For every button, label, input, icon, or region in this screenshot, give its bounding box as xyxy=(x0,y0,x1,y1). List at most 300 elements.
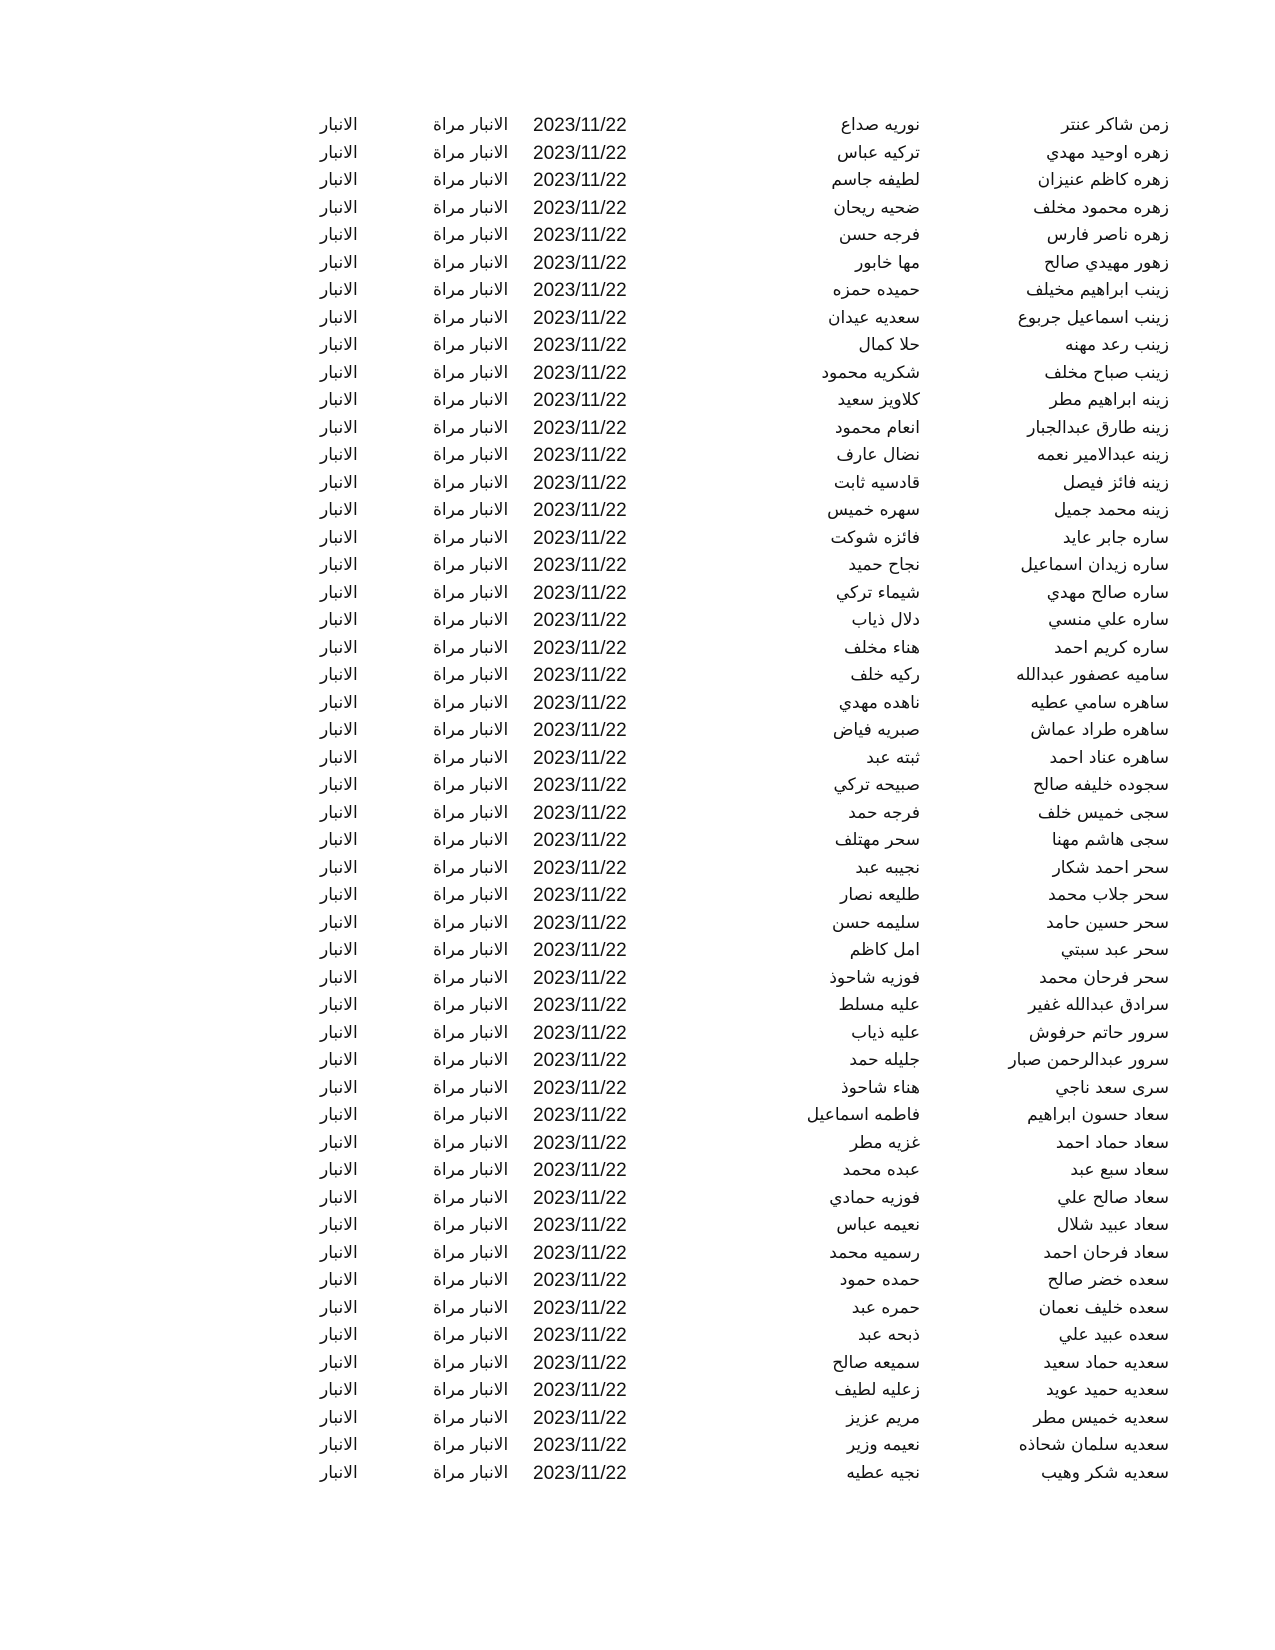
issuing-office-cell: الانبار مراة xyxy=(433,967,509,988)
issuing-office-cell: الانبار مراة xyxy=(433,197,509,218)
table-row xyxy=(0,1432,1275,1460)
date-cell: 2023/11/22 xyxy=(533,995,627,1016)
mother-name-cell: فوزيه حمادي xyxy=(829,1187,920,1208)
person-name-cell: سعاد عبيد شلال xyxy=(1056,1215,1169,1235)
issuing-office-cell: الانبار مراة xyxy=(433,1270,509,1290)
table-row xyxy=(0,1075,1275,1103)
date-cell: 2023/11/22 xyxy=(533,1270,627,1291)
table-row xyxy=(0,937,1275,965)
person-name-cell: زمن شاكر عنتر xyxy=(1061,115,1169,135)
governorate-cell: الانبار xyxy=(320,1297,358,1318)
table-row xyxy=(0,497,1275,525)
person-name-cell: سعاد فرحان احمد xyxy=(1043,1242,1169,1263)
governorate-cell: الانبار xyxy=(320,1325,358,1345)
date-cell: 2023/11/22 xyxy=(533,967,627,989)
governorate-cell: الانبار xyxy=(320,1105,358,1125)
governorate-cell: الانبار xyxy=(320,1160,358,1180)
issuing-office-cell: الانبار مراة xyxy=(433,912,509,933)
table-row xyxy=(0,717,1275,745)
mother-name-cell: حميده حمزه xyxy=(832,280,920,300)
date-cell: 2023/11/22 xyxy=(533,555,627,576)
issuing-office-cell: الانبار مراة xyxy=(433,1352,509,1373)
table-row xyxy=(0,1267,1275,1295)
date-cell: 2023/11/22 xyxy=(533,252,627,274)
mother-name-cell: سميعه صالح xyxy=(832,1352,920,1373)
person-name-cell: سرى سعد ناجي xyxy=(1055,1077,1169,1098)
issuing-office-cell: الانبار مراة xyxy=(433,170,509,190)
date-cell: 2023/11/22 xyxy=(533,1050,627,1071)
issuing-office-cell: الانبار مراة xyxy=(433,885,509,905)
date-cell: 2023/11/22 xyxy=(533,500,627,521)
person-name-cell: زينب ابراهيم مخيلف xyxy=(1026,280,1169,300)
mother-name-cell: نعيمه وزير xyxy=(847,1435,920,1455)
mother-name-cell: حمره عبد xyxy=(851,1297,920,1318)
mother-name-cell: هناء مخلف xyxy=(844,637,920,658)
governorate-cell: الانبار xyxy=(320,830,358,850)
governorate-cell: الانبار xyxy=(320,637,358,658)
mother-name-cell: ضحيه ريحان xyxy=(833,197,920,218)
issuing-office-cell: الانبار مراة xyxy=(433,252,509,273)
governorate-cell: الانبار xyxy=(320,197,358,218)
person-name-cell: زينه طارق عبدالجبار xyxy=(1027,417,1169,438)
mother-name-cell: فرجه حسن xyxy=(838,225,920,245)
table-row xyxy=(0,167,1275,195)
person-name-cell: ساميه عصفور عبدالله xyxy=(1016,665,1169,685)
date-cell: 2023/11/22 xyxy=(533,280,627,301)
table-row xyxy=(0,305,1275,333)
governorate-cell: الانبار xyxy=(320,417,358,438)
table-row xyxy=(0,1377,1275,1405)
issuing-office-cell: الانبار مراة xyxy=(433,472,509,493)
person-name-cell: سعديه سلمان شحاذه xyxy=(1018,1435,1169,1455)
date-cell: 2023/11/22 xyxy=(533,1132,627,1154)
table-row xyxy=(0,607,1275,635)
governorate-cell: الانبار xyxy=(320,335,358,355)
issuing-office-cell: الانبار مراة xyxy=(433,335,509,355)
date-cell: 2023/11/22 xyxy=(533,692,627,714)
governorate-cell: الانبار xyxy=(320,1187,358,1208)
table-row xyxy=(0,827,1275,855)
issuing-office-cell: الانبار مراة xyxy=(433,445,509,465)
records-table xyxy=(0,112,1275,1487)
governorate-cell: الانبار xyxy=(320,1050,358,1070)
person-name-cell: سرور حاتم حرفوش xyxy=(1028,1022,1169,1043)
person-name-cell: زهور مهيدي صالح xyxy=(1043,252,1169,273)
date-cell: 2023/11/22 xyxy=(533,830,627,851)
person-name-cell: سجى هاشم مهنا xyxy=(1051,830,1169,850)
date-cell: 2023/11/22 xyxy=(533,1215,627,1236)
issuing-office-cell: الانبار مراة xyxy=(433,775,509,795)
date-cell: 2023/11/22 xyxy=(533,637,627,659)
governorate-cell: الانبار xyxy=(320,885,358,905)
mother-name-cell: فرجه حمد xyxy=(848,802,920,823)
person-name-cell: زينه فائز فيصل xyxy=(1062,472,1169,493)
mother-name-cell: نجيه عطيه xyxy=(846,1462,920,1483)
mother-name-cell: لطيفه جاسم xyxy=(831,170,920,190)
governorate-cell: الانبار xyxy=(320,1407,358,1428)
table-row xyxy=(0,965,1275,993)
person-name-cell: ساهره سامي عطيه xyxy=(1030,692,1169,713)
date-cell: 2023/11/22 xyxy=(533,307,627,329)
issuing-office-cell: الانبار مراة xyxy=(433,995,509,1015)
issuing-office-cell: الانبار مراة xyxy=(433,1325,509,1345)
person-name-cell: ساره كريم احمد xyxy=(1054,637,1169,658)
date-cell: 2023/11/22 xyxy=(533,1077,627,1099)
mother-name-cell: سليمه حسن xyxy=(832,912,920,933)
table-row xyxy=(0,277,1275,305)
date-cell: 2023/11/22 xyxy=(533,1462,627,1484)
table-row xyxy=(0,662,1275,690)
table-row xyxy=(0,910,1275,938)
person-name-cell: زهره كاظم عنيزان xyxy=(1037,170,1169,190)
issuing-office-cell: الانبار مراة xyxy=(433,857,509,878)
issuing-office-cell: الانبار مراة xyxy=(433,1050,509,1070)
governorate-cell: الانبار xyxy=(320,720,358,740)
governorate-cell: الانبار xyxy=(320,857,358,878)
mother-name-cell: قادسيه ثابت xyxy=(833,472,920,493)
person-name-cell: ساره زيدان اسماعيل xyxy=(1020,555,1169,575)
mother-name-cell: سحر مهتلف xyxy=(834,830,920,850)
person-name-cell: ساهره طراد عماش xyxy=(1030,720,1169,740)
issuing-office-cell: الانبار مراة xyxy=(433,1462,509,1483)
table-row xyxy=(0,140,1275,168)
person-name-cell: سعديه حماد سعيد xyxy=(1043,1352,1169,1373)
table-row xyxy=(0,442,1275,470)
governorate-cell: الانبار xyxy=(320,170,358,190)
governorate-cell: الانبار xyxy=(320,307,358,328)
table-row xyxy=(0,1102,1275,1130)
table-row xyxy=(0,772,1275,800)
mother-name-cell: ركيه خلف xyxy=(850,665,920,685)
table-row xyxy=(0,250,1275,278)
table-row xyxy=(0,1047,1275,1075)
governorate-cell: الانبار xyxy=(320,225,358,245)
governorate-cell: الانبار xyxy=(320,472,358,493)
person-name-cell: ساره علي منسي xyxy=(1048,610,1169,630)
issuing-office-cell: الانبار مراة xyxy=(433,362,509,383)
issuing-office-cell: الانبار مراة xyxy=(433,582,509,603)
table-row xyxy=(0,690,1275,718)
person-name-cell: سحر فرحان محمد xyxy=(1039,967,1169,988)
issuing-office-cell: الانبار مراة xyxy=(433,1077,509,1098)
mother-name-cell: طليعه نصار xyxy=(840,885,920,905)
mother-name-cell: صبيحه تركي xyxy=(833,775,920,795)
date-cell: 2023/11/22 xyxy=(533,582,627,604)
date-cell: 2023/11/22 xyxy=(533,225,627,246)
issuing-office-cell: الانبار مراة xyxy=(433,1132,509,1153)
issuing-office-cell: الانبار مراة xyxy=(433,390,509,410)
date-cell: 2023/11/22 xyxy=(533,1022,627,1044)
issuing-office-cell: الانبار مراة xyxy=(433,940,509,960)
table-row xyxy=(0,195,1275,223)
governorate-cell: الانبار xyxy=(320,555,358,575)
issuing-office-cell: الانبار مراة xyxy=(433,555,509,575)
person-name-cell: زينب صباح مخلف xyxy=(1044,362,1169,383)
mother-name-cell: تركيه عباس xyxy=(836,142,920,163)
issuing-office-cell: الانبار مراة xyxy=(433,692,509,713)
issuing-office-cell: الانبار مراة xyxy=(433,802,509,823)
table-row xyxy=(0,1460,1275,1488)
mother-name-cell: حمده حمود xyxy=(839,1270,920,1290)
mother-name-cell: انعام محمود xyxy=(834,417,920,438)
issuing-office-cell: الانبار مراة xyxy=(433,527,509,548)
mother-name-cell: دلال ذياب xyxy=(851,610,920,630)
person-name-cell: ساره صالح مهدي xyxy=(1046,582,1169,603)
person-name-cell: ساهره عناد احمد xyxy=(1049,747,1169,768)
governorate-cell: الانبار xyxy=(320,747,358,768)
governorate-cell: الانبار xyxy=(320,1022,358,1043)
table-row xyxy=(0,1157,1275,1185)
date-cell: 2023/11/22 xyxy=(533,747,627,769)
issuing-office-cell: الانبار مراة xyxy=(433,747,509,768)
mother-name-cell: حلا كمال xyxy=(858,335,920,355)
table-row xyxy=(0,882,1275,910)
date-cell: 2023/11/22 xyxy=(533,142,627,164)
date-cell: 2023/11/22 xyxy=(533,940,627,961)
table-row xyxy=(0,1322,1275,1350)
governorate-cell: الانبار xyxy=(320,1270,358,1290)
governorate-cell: الانبار xyxy=(320,1077,358,1098)
governorate-cell: الانبار xyxy=(320,1215,358,1235)
table-row xyxy=(0,1350,1275,1378)
governorate-cell: الانبار xyxy=(320,582,358,603)
mother-name-cell: جليله حمد xyxy=(849,1050,920,1070)
governorate-cell: الانبار xyxy=(320,362,358,383)
mother-name-cell: سعديه عيدان xyxy=(827,307,920,328)
date-cell: 2023/11/22 xyxy=(533,1325,627,1346)
table-row xyxy=(0,855,1275,883)
date-cell: 2023/11/22 xyxy=(533,1352,627,1374)
table-row xyxy=(0,360,1275,388)
person-name-cell: سعديه خميس مطر xyxy=(1033,1407,1169,1428)
issuing-office-cell: الانبار مراة xyxy=(433,1160,509,1180)
date-cell: 2023/11/22 xyxy=(533,115,627,136)
table-row xyxy=(0,580,1275,608)
governorate-cell: الانبار xyxy=(320,500,358,520)
mother-name-cell: صبريه فياض xyxy=(832,720,920,740)
mother-name-cell: فائزه شوكت xyxy=(830,527,920,548)
issuing-office-cell: الانبار مراة xyxy=(433,115,509,135)
date-cell: 2023/11/22 xyxy=(533,1242,627,1264)
date-cell: 2023/11/22 xyxy=(533,417,627,439)
date-cell: 2023/11/22 xyxy=(533,857,627,879)
governorate-cell: الانبار xyxy=(320,445,358,465)
mother-name-cell: سهره خميس xyxy=(827,500,920,520)
person-name-cell: زهره ناصر فارس xyxy=(1046,225,1169,245)
issuing-office-cell: الانبار مراة xyxy=(433,307,509,328)
governorate-cell: الانبار xyxy=(320,692,358,713)
date-cell: 2023/11/22 xyxy=(533,775,627,796)
date-cell: 2023/11/22 xyxy=(533,1407,627,1429)
table-row xyxy=(0,1020,1275,1048)
date-cell: 2023/11/22 xyxy=(533,390,627,411)
person-name-cell: سجى خميس خلف xyxy=(1037,802,1169,823)
mother-name-cell: رسميه محمد xyxy=(829,1242,920,1263)
mother-name-cell: مها خابور xyxy=(855,252,920,273)
table-row xyxy=(0,552,1275,580)
governorate-cell: الانبار xyxy=(320,775,358,795)
date-cell: 2023/11/22 xyxy=(533,445,627,466)
mother-name-cell: غزيه مطر xyxy=(850,1132,920,1153)
person-name-cell: سرادق عبدالله غفير xyxy=(1028,995,1169,1015)
table-row xyxy=(0,1185,1275,1213)
governorate-cell: الانبار xyxy=(320,940,358,960)
table-row xyxy=(0,387,1275,415)
governorate-cell: الانبار xyxy=(320,115,358,135)
person-name-cell: سعاد حسون ابراهيم xyxy=(1027,1105,1169,1125)
person-name-cell: سعده خليف نعمان xyxy=(1038,1297,1169,1318)
issuing-office-cell: الانبار مراة xyxy=(433,1215,509,1235)
governorate-cell: الانبار xyxy=(320,527,358,548)
issuing-office-cell: الانبار مراة xyxy=(433,1435,509,1455)
date-cell: 2023/11/22 xyxy=(533,527,627,549)
person-name-cell: زينه ابراهيم مطر xyxy=(1049,390,1169,410)
issuing-office-cell: الانبار مراة xyxy=(433,1187,509,1208)
person-name-cell: سعاد صالح علي xyxy=(1057,1187,1169,1208)
issuing-office-cell: الانبار مراة xyxy=(433,142,509,163)
issuing-office-cell: الانبار مراة xyxy=(433,665,509,685)
person-name-cell: زينب اسماعيل جربوع xyxy=(1017,307,1169,328)
governorate-cell: الانبار xyxy=(320,390,358,410)
date-cell: 2023/11/22 xyxy=(533,197,627,219)
governorate-cell: الانبار xyxy=(320,665,358,685)
date-cell: 2023/11/22 xyxy=(533,335,627,356)
date-cell: 2023/11/22 xyxy=(533,362,627,384)
issuing-office-cell: الانبار مراة xyxy=(433,280,509,300)
issuing-office-cell: الانبار مراة xyxy=(433,1105,509,1125)
person-name-cell: سحر عبد سبتي xyxy=(1060,940,1169,960)
person-name-cell: ساره جابر عايد xyxy=(1062,527,1169,548)
governorate-cell: الانبار xyxy=(320,142,358,163)
date-cell: 2023/11/22 xyxy=(533,885,627,906)
table-row xyxy=(0,332,1275,360)
table-row xyxy=(0,470,1275,498)
mother-name-cell: فاطمه اسماعيل xyxy=(806,1105,920,1125)
issuing-office-cell: الانبار مراة xyxy=(433,1022,509,1043)
mother-name-cell: زعليه لطيف xyxy=(834,1380,920,1400)
date-cell: 2023/11/22 xyxy=(533,1160,627,1181)
mother-name-cell: فوزيه شاحوذ xyxy=(829,967,920,988)
person-name-cell: سحر جلاب محمد xyxy=(1048,885,1169,905)
governorate-cell: الانبار xyxy=(320,252,358,273)
table-row xyxy=(0,525,1275,553)
date-cell: 2023/11/22 xyxy=(533,610,627,631)
table-row xyxy=(0,635,1275,663)
mother-name-cell: عبده محمد xyxy=(842,1160,920,1180)
person-name-cell: زهره اوحيد مهدي xyxy=(1046,142,1169,163)
table-row xyxy=(0,745,1275,773)
table-row xyxy=(0,415,1275,443)
issuing-office-cell: الانبار مراة xyxy=(433,610,509,630)
person-name-cell: سحر حسين حامد xyxy=(1046,912,1169,933)
governorate-cell: الانبار xyxy=(320,1435,358,1455)
governorate-cell: الانبار xyxy=(320,912,358,933)
mother-name-cell: عليه ذياب xyxy=(851,1022,920,1043)
mother-name-cell: هناء شاحوذ xyxy=(841,1077,920,1098)
table-row xyxy=(0,112,1275,140)
issuing-office-cell: الانبار مراة xyxy=(433,1380,509,1400)
table-row xyxy=(0,222,1275,250)
table-row xyxy=(0,992,1275,1020)
governorate-cell: الانبار xyxy=(320,995,358,1015)
table-row xyxy=(0,1212,1275,1240)
person-name-cell: زينه عبدالامير نعمه xyxy=(1036,445,1169,465)
date-cell: 2023/11/22 xyxy=(533,472,627,494)
person-name-cell: سعده عبيد علي xyxy=(1058,1325,1169,1345)
mother-name-cell: ناهده مهدي xyxy=(838,692,920,713)
mother-name-cell: شيماء تركي xyxy=(835,582,920,603)
person-name-cell: سعاد سبع عبد xyxy=(1070,1160,1169,1180)
governorate-cell: الانبار xyxy=(320,967,358,988)
governorate-cell: الانبار xyxy=(320,802,358,823)
issuing-office-cell: الانبار مراة xyxy=(433,637,509,658)
person-name-cell: زهره محمود مخلف xyxy=(1033,197,1169,218)
governorate-cell: الانبار xyxy=(320,1380,358,1400)
mother-name-cell: نجيبه عبد xyxy=(855,857,920,878)
person-name-cell: سجوده خليفه صالح xyxy=(1032,775,1169,795)
governorate-cell: الانبار xyxy=(320,610,358,630)
issuing-office-cell: الانبار مراة xyxy=(433,830,509,850)
table-row xyxy=(0,800,1275,828)
date-cell: 2023/11/22 xyxy=(533,170,627,191)
date-cell: 2023/11/22 xyxy=(533,912,627,934)
table-row xyxy=(0,1405,1275,1433)
issuing-office-cell: الانبار مراة xyxy=(433,225,509,245)
mother-name-cell: نجاح حميد xyxy=(848,555,920,575)
person-name-cell: سعده خضر صالح xyxy=(1047,1270,1169,1290)
governorate-cell: الانبار xyxy=(320,1132,358,1153)
issuing-office-cell: الانبار مراة xyxy=(433,1407,509,1428)
mother-name-cell: نضال عارف xyxy=(836,445,920,465)
date-cell: 2023/11/22 xyxy=(533,720,627,741)
issuing-office-cell: الانبار مراة xyxy=(433,417,509,438)
issuing-office-cell: الانبار مراة xyxy=(433,500,509,520)
issuing-office-cell: الانبار مراة xyxy=(433,720,509,740)
governorate-cell: الانبار xyxy=(320,280,358,300)
date-cell: 2023/11/22 xyxy=(533,1380,627,1401)
table-row xyxy=(0,1295,1275,1323)
person-name-cell: سحر احمد شكار xyxy=(1052,857,1169,878)
mother-name-cell: نعيمه عباس xyxy=(836,1215,920,1235)
mother-name-cell: شكريه محمود xyxy=(821,362,920,383)
person-name-cell: سعديه شكر وهيب xyxy=(1040,1462,1169,1483)
person-name-cell: سعديه حميد عويد xyxy=(1046,1380,1169,1400)
mother-name-cell: ثبته عبد xyxy=(866,747,920,768)
issuing-office-cell: الانبار مراة xyxy=(433,1297,509,1318)
date-cell: 2023/11/22 xyxy=(533,1105,627,1126)
mother-name-cell: امل كاظم xyxy=(849,940,920,960)
table-row xyxy=(0,1240,1275,1268)
date-cell: 2023/11/22 xyxy=(533,802,627,824)
person-name-cell: سعاد حماد احمد xyxy=(1055,1132,1169,1153)
date-cell: 2023/11/22 xyxy=(533,1435,627,1456)
mother-name-cell: عليه مسلط xyxy=(838,995,920,1015)
mother-name-cell: ذبحه عبد xyxy=(858,1325,920,1345)
governorate-cell: الانبار xyxy=(320,1352,358,1373)
table-row xyxy=(0,1130,1275,1158)
person-name-cell: زينب رعد مهنه xyxy=(1064,335,1169,355)
issuing-office-cell: الانبار مراة xyxy=(433,1242,509,1263)
person-name-cell: سرور عبدالرحمن صبار xyxy=(1008,1050,1169,1070)
date-cell: 2023/11/22 xyxy=(533,665,627,686)
governorate-cell: الانبار xyxy=(320,1242,358,1263)
date-cell: 2023/11/22 xyxy=(533,1187,627,1209)
mother-name-cell: نوريه صداع xyxy=(840,115,920,135)
date-cell: 2023/11/22 xyxy=(533,1297,627,1319)
governorate-cell: الانبار xyxy=(320,1462,358,1483)
person-name-cell: زينه محمد جميل xyxy=(1053,500,1169,520)
mother-name-cell: كلاويز سعيد xyxy=(837,390,920,410)
